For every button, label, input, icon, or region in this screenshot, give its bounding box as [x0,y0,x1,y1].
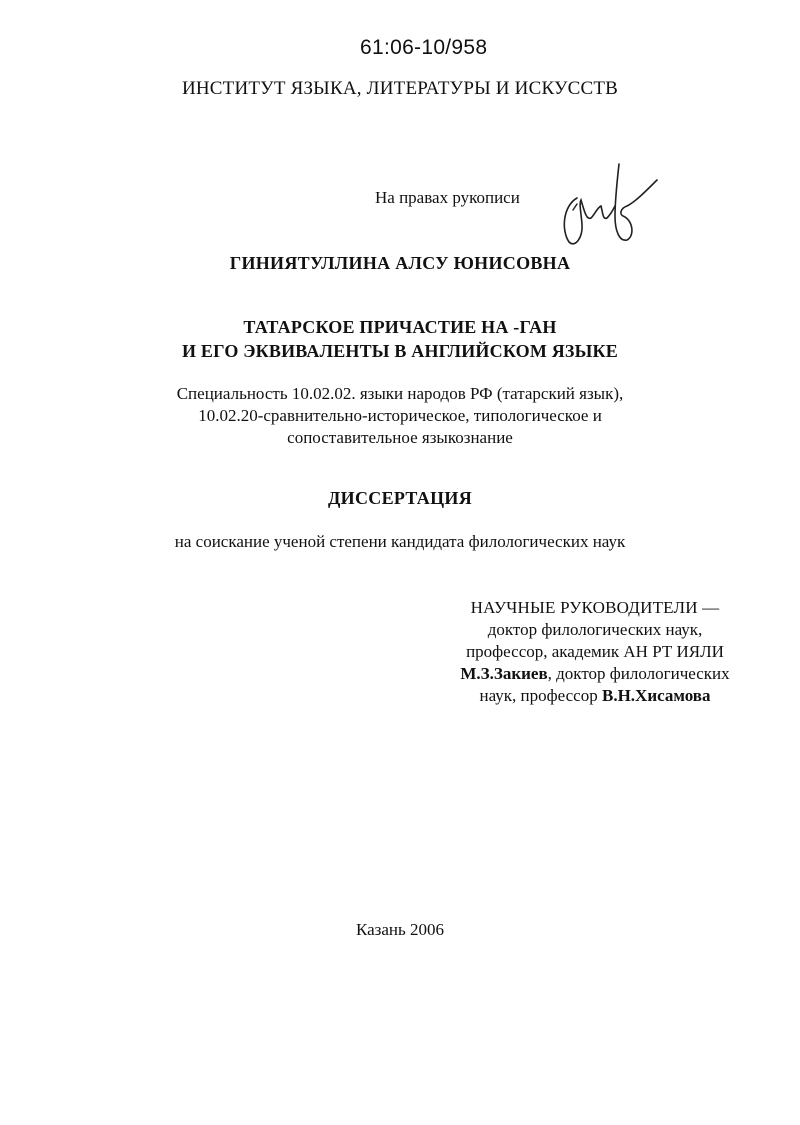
document-type: ДИССЕРТАЦИЯ [327,488,472,508]
institute-name: ИНСТИТУТ ЯЗЫКА, ЛИТЕРАТУРЫ И ИСКУССТВ [181,78,619,99]
supervisor-line [420,663,770,685]
specialty-line: 10.02.20-сравнительно-историческое, типологическое и [198,406,602,425]
specialty-line: сопоставительное языкознание [287,428,513,447]
supervisors-block [420,597,770,707]
supervisor-name: М.З.Закиев [460,664,548,683]
title-line: И ЕГО ЭКВИВАЛЕНТЫ В АНГЛИЙСКОМ ЯЗЫКЕ [182,341,618,361]
supervisor-text: наук, профессор [479,686,602,705]
specialty [0,383,800,449]
catalog-number: 61:06-10/958 [360,36,488,59]
degree-statement: на соискание ученой степени кандидата филологических наук [174,532,626,551]
handwritten-signature-icon [555,158,665,248]
city-year: Казань 2006 [355,920,445,939]
title-line: ТАТАРСКОЕ ПРИЧАСТИЕ НА -ГАН [243,317,557,337]
supervisor-line: доктор филологических наук, [487,620,703,639]
supervisors-heading: НАУЧНЫЕ РУКОВОДИТЕЛИ — [470,598,720,617]
rights-note: На правах рукописи [375,188,520,207]
supervisor-text: , доктор филологических [547,664,730,683]
supervisor-line [420,685,770,707]
specialty-line: Специальность 10.02.02. языки народов РФ (татарский язык), [176,384,624,403]
author-name: ГИНИЯТУЛЛИНА АЛСУ ЮНИСОВНА [229,253,571,273]
supervisor-line: профессор, академик АН РТ ИЯЛИ [466,642,724,661]
supervisor-name: В.Н.Хисамова [601,686,711,705]
dissertation-title [0,315,800,363]
